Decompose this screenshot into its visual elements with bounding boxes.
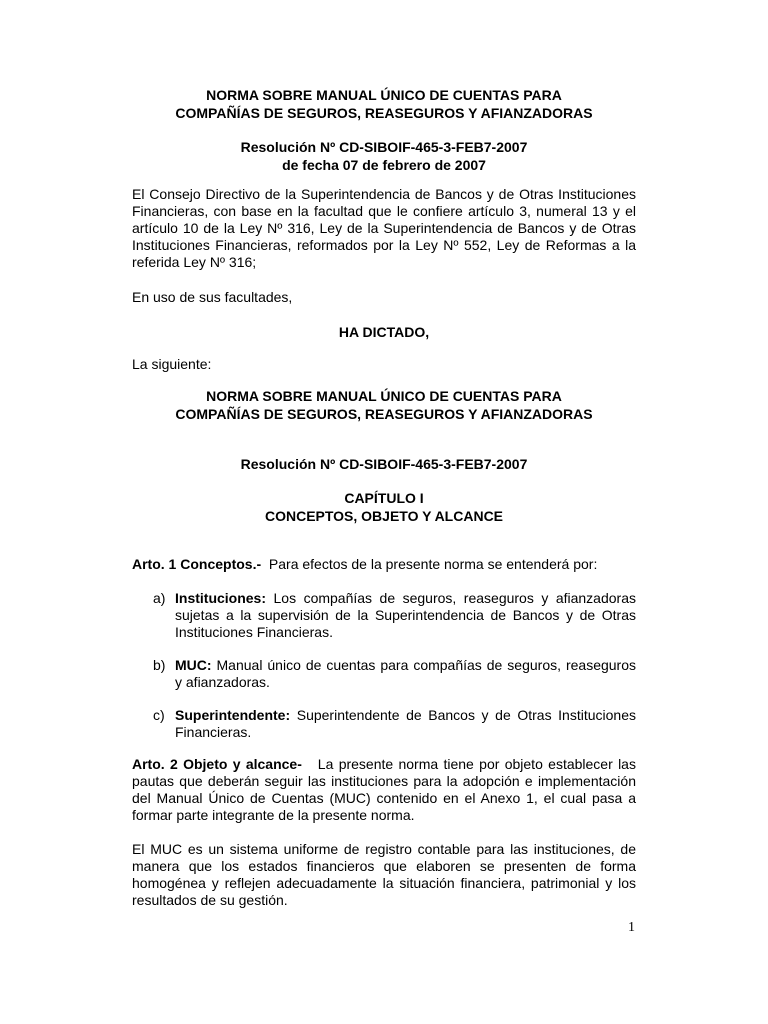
resolution-repeat: [132, 455, 636, 473]
article-1: [132, 556, 597, 573]
article-2-first-line: [132, 756, 636, 773]
article-2-line: pautas que deberán seguir las instituciones para la adopción e implementación: [132, 773, 636, 789]
preamble-line: artículo 10 de la Ley Nº 316, Ley de la Superintendencia de Bancos y de Otras: [132, 220, 636, 236]
ha-dictado-text: HA DICTADO,: [338, 324, 430, 340]
la-siguiente: La siguiente:: [132, 356, 212, 372]
definition-text: Manual único de cuentas para compañías de seguros, reaseguros: [211, 657, 636, 673]
definition-line: Instituciones Financieras.: [175, 624, 333, 640]
title2-line-2: COMPAÑÍAS DE SEGUROS, REASEGUROS Y AFIANZADORAS: [175, 406, 593, 422]
preamble-paragraph: [132, 186, 636, 271]
muc-line: manera que los estados financieros que elaboren se presenten de forma: [132, 858, 636, 874]
norma-title-repeat: [132, 387, 636, 423]
list-marker: c): [153, 707, 165, 723]
definition-text: Los compañías de seguros, reaseguros y afianzadoras: [266, 590, 636, 606]
title2-line-1: NORMA SOBRE MANUAL ÚNICO DE CUENTAS PARA: [206, 388, 562, 404]
article-2: [132, 756, 636, 824]
definition-term: MUC:: [175, 657, 212, 673]
article-2-heading: Arto. 2 Objeto y alcance-: [132, 756, 302, 772]
uso-facultades: En uso de sus facultades,: [132, 289, 293, 305]
preamble-line: El Consejo Directivo de la Superintendencia de Bancos y de Otras Instituciones: [132, 186, 636, 202]
chapter-heading: [132, 489, 636, 525]
list-marker: a): [153, 590, 166, 606]
muc-paragraph: [132, 841, 636, 909]
definition-line: [175, 590, 636, 607]
definition-line: y afianzadoras.: [175, 674, 270, 690]
definition-line: [175, 707, 636, 724]
article-2-text: La presente norma tiene por objeto establecer las: [301, 756, 636, 772]
preamble-line: Financieras, con base en la facultad que le confiere artículo 3, numeral 13 y el: [132, 203, 636, 219]
article-1-heading: Arto. 1 Conceptos.-: [132, 556, 262, 572]
definition-line: Financieras.: [175, 724, 252, 740]
definition-line: [175, 657, 636, 674]
definition-term: Instituciones:: [175, 590, 267, 606]
resolution2-text: Resolución Nº CD-SIBOIF-465-3-FEB7-2007: [240, 456, 528, 472]
chapter-name: CONCEPTOS, OBJETO Y ALCANCE: [264, 508, 504, 524]
definition-line: sujetas a la supervisión de la Superintendencia de Bancos y de Otras: [175, 607, 636, 623]
preamble-line: referida Ley Nº 316;: [132, 254, 257, 270]
definition-term: Superintendente:: [175, 707, 291, 723]
preamble-line: Instituciones Financieras, reformados por la Ley Nº 552, Ley de Reformas a la: [132, 237, 636, 253]
muc-line: resultados de su gestión.: [132, 892, 288, 908]
resolution-number: Resolución Nº CD-SIBOIF-465-3-FEB7-2007: [240, 139, 528, 155]
chapter-number: CAPÍTULO I: [344, 490, 424, 506]
resolution-header: [132, 138, 636, 174]
resolution-date: de fecha 07 de febrero de 2007: [282, 157, 486, 173]
muc-line: El MUC es un sistema uniforme de registro contable para las instituciones, de: [132, 841, 636, 857]
article-2-line: del Manual Único de Cuentas (MUC) contenido en el Anexo 1, el cual pasa a: [132, 790, 636, 806]
article-2-line: formar parte integrante de la presente norma.: [132, 807, 415, 823]
definition-text: Superintendente de Bancos y de Otras Instituciones: [290, 707, 636, 723]
article-1-text: Para efectos de la presente norma se entenderá por:: [261, 556, 598, 572]
title-line-2: COMPAÑÍAS DE SEGUROS, REASEGUROS Y AFIANZADORAS: [175, 105, 593, 121]
title-line-1: NORMA SOBRE MANUAL ÚNICO DE CUENTAS PARA: [206, 87, 562, 103]
muc-line: homogénea y reflejen adecuadamente la situación financiera, patrimonial y los: [132, 875, 636, 891]
list-marker: b): [153, 657, 166, 673]
ha-dictado-heading: [132, 323, 636, 341]
page-number: 1: [628, 920, 635, 935]
document-title: [132, 86, 636, 122]
